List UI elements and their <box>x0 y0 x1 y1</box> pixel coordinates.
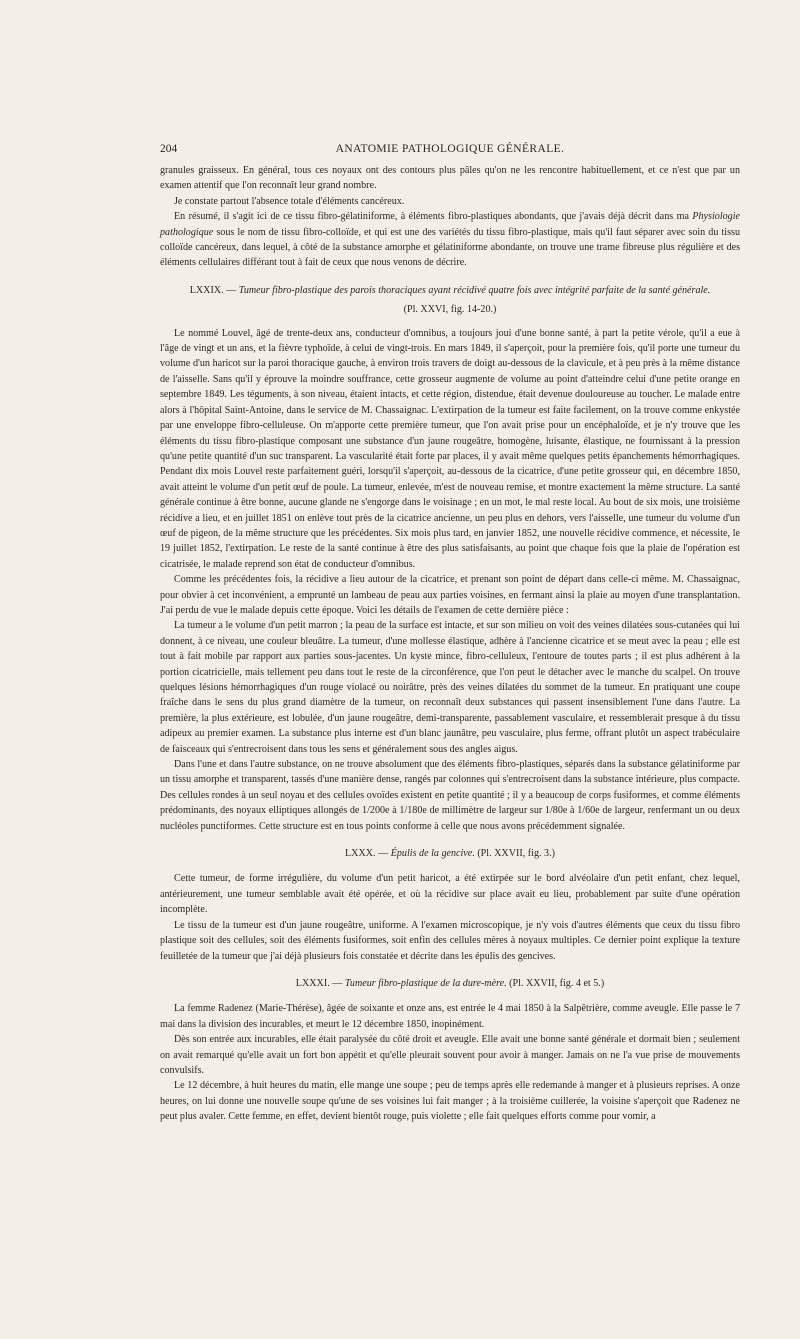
paragraph: La femme Radenez (Marie-Thérèse), âgée de soixante et onze ans, est entrée le 4 mai 1850 à la Salpêtrière, comme aveugle. Elle passe le 7 mai dans la division des incurables, et meurt le 12 décembre 1850, inopinément. <box>160 1003 740 1030</box>
paragraph: Dans l'une et dans l'autre substance, on ne trouve absolument que des éléments fibro-plastiques, séparés dans la substance gélatiniforme par un tissu amorphe et transparent, tassés d'une manière dense, rangés par colonnes qui s'entrecroisent dans la substance intérieure, plus compacte. Des cellules rondes à un seul noyau et des cellules ovoïdes existent en petite quantité ; il y a beaucoup de corps fusiformes, et comme éléments prédominants, des noyaux elliptiques allongés de 1/200e à 1/180e de millimètre de largeur sur 1/80e à 1/60e de largeur, renfermant un ou deux nucléoles punctiformes. Cette structure est en tous points conforme à celle que nous avons précédemment signalée. <box>160 759 740 832</box>
text-span: sous le nom de tissu fibro-colloïde, et qui est une des variétés du tissu fibro-plastique, mais qu'il faut séparer avec soin du tissu colloïde cancéreux, dans lequel, à côté de la substance amorphe et gélatiniforme abondante, on trouve une trame fibreuse plus régulière et des éléments cellulaires différant tout à fait de ceux que nous venons de décrire. <box>160 226 740 269</box>
paragraph: Le tissu de la tumeur est d'un jaune rougeâtre, uniforme. A l'examen microscopique, je n'y vois d'autres éléments que ceux du tissu fibro plastique soit des cellules, soit des éléments fusiformes, soit enfin des cellules mères à noyaux multiples. Ce dernier point explique la texture feuilletée de la tumeur que j'ai déjà plusieurs fois constatée et décrite dans les épulis des gencives. <box>160 919 740 962</box>
plate-reference: (Pl. XXVI, fig. 14-20.) <box>403 304 497 316</box>
case-title: Tumeur fibro-plastique des parois thoraciques ayant récidivé quatre fois avec intégrité parfaite de la santé générale. <box>238 284 711 296</box>
main-text <box>160 163 740 1125</box>
paragraph: Cette tumeur, de forme irrégulière, du volume d'un petit haricot, a été extirpée sur le bord alvéolaire d'un petit enfant, chez lequel, antérieurement, une tumeur semblable avait été opérée, et où la récidive sur place avait eu lieu, probablement par suite d'une opération incomplète. <box>160 873 740 916</box>
text-span: En résumé, il s'agit ici de ce tissu fibro-gélatiniforme, à éléments fibro-plastiques abondants, que j'avais déjà décrit dans ma <box>174 211 693 223</box>
paragraph: Dès son entrée aux incurables, elle était paralysée du côté droit et aveugle. Elle avait une bonne santé générale et dormait bien ; seulement on avait remarqué qu'elle avait un fort bon appétit et qu'elle pleurait souvent pour avoir à manger. Jamais on ne l'a vue prise de mouvements convulsifs. <box>160 1034 740 1076</box>
paragraph: Le nommé Louvel, âgé de trente-deux ans, conducteur d'omnibus, a toujours joui d'une bonne santé, à part la petite vérole, qu'il a eue à l'âge de vingt et un ans, et la fièvre typhoïde, à celui de vingt-trois. En mars 1849, il s'aperçoit, pour la première fois, qu'il porte une tumeur du volume d'un haricot sur la paroi thoracique gauche, à environ trois travers de doigt au-dessous de la clavicule, et à peu près à la même distance de l'aisselle. Sans qu'il y éprouve la moindre souffrance, cette grosseur augmente de volume au point d'atteindre celui d'une petite orange en septembre 1849. Les téguments, à son niveau, étaient intacts, et cette région, distendue, était devenue douloureuse au toucher. Le malade entre alors à l'hôpital Saint-Antoine, dans le service de M. Chassaignac. L'extirpation de la tumeur est faite facilement, on la trouve comme enkystée par une enveloppe fibro-celluleuse. On m'apporte cette première tumeur, que l'on avait prise pour un encéphaloïde, et je n'y trouve que les éléments du tissu fibro-plastique composant une substance d'un jaune rougeâtre, homogène, luisante, élastique, ne fournissant à la pression qu'une petite quantité d'un suc transparent. La vascularité était forte par places, il y avait même quelques petits épanchements hémorrhagiques. Pendant dix mois Louvel reste parfaitement guéri, lorsqu'il s'aperçoit, au-dessous de la cicatrice, d'une petite grosseur qui, en décembre 1850, avait atteint le volume d'un petit œuf de poule. La tumeur, enlevée, m'est de nouveau remise, et montre exactement la même structure. La santé générale continue à être bonne, aucune glande ne s'engorge dans le voisinage ; en un mot, le mal reste local. Au bout de six mois, une troisième récidive a lieu, et en juillet 1851 on enlève tout près de la cicatrice ancienne, un peu plus en dehors, vers l'aisselle, une tumeur du volume d'un œuf de pigeon, de la même structure que les précédentes. Six mois plus tard, en janvier 1852, une nouvelle récidive commence, et nécessite, le 19 juillet 1852, l'extirpation. Le reste de la santé continue à être des plus satisfaisants, au point que chaque fois que la plaie de l'opération est cicatrisée, le malade reprend son état de conducteur d'omnibus. <box>160 327 740 570</box>
paragraph: Je constate partout l'absence totale d'éléments cancéreux. <box>174 195 405 207</box>
paragraph: Le 12 décembre, à huit heures du matin, elle mange une soupe ; peu de temps après elle redemande à manger et à plusieurs reprises. A onze heures, on lui donne une nouvelle soupe qu'une de ses voisines lui fait manger ; à la troisième cuillerée, la voisine s'aperçoit que Radenez ne peut plus avaler. Cette femme, en effet, devient bientôt rouge, puis violette ; elle fait quelques efforts comme pour vomir, a <box>160 1080 740 1123</box>
page-number: 204 <box>160 143 178 155</box>
plate-reference: (Pl. XXVII, fig. 4 et 5.) <box>506 977 605 989</box>
paragraph <box>160 209 740 271</box>
case-heading-80 <box>160 846 740 861</box>
paragraph: Comme les précédentes fois, la récidive a lieu autour de la cicatrice, et prenant son point de départ dans celle-ci même. M. Chassaignac, pour obvier à cet inconvénient, a emprunté un lambeau de peau aux parties voisines, en fermant ainsi la plaie au moyen d'une transplantation. J'ai perdu de vue le malade depuis cette époque. Voici les détails de l'examen de cette dernière pièce : <box>160 574 740 616</box>
case-title: Épulis de la gencive. <box>390 848 475 860</box>
case-heading-79 <box>160 283 740 298</box>
case-heading-81 <box>160 976 740 991</box>
page-header <box>160 143 740 161</box>
case-number: LXXXI. — <box>295 977 345 989</box>
paragraph: granules graisseux. En général, tous ces noyaux ont des contours plus pâles qu'on ne les rencontre habituellement, et ce n'est que par un examen attentif que l'on reconnaît leur grand nombre. <box>160 165 740 192</box>
case-number: LXXX. — <box>345 848 391 860</box>
running-title: ANATOMIE PATHOLOGIQUE GÉNÉRALE. <box>335 143 565 155</box>
plate-reference: (Pl. XXVII, fig. 3.) <box>474 848 555 860</box>
case-number: LXXIX. — <box>189 284 239 296</box>
book-title: Physiologie pathologique <box>160 211 740 238</box>
case-title: Tumeur fibro-plastique de la dure-mère. <box>344 977 507 989</box>
paragraph: La tumeur a le volume d'un petit marron ; la peau de la surface est intacte, et sur son milieu on voit des veines dilatées sous-cutanées qui lui donnent, à ce niveau, une couleur bleuâtre. La tumeur, d'une mollesse élastique, adhère à l'ancienne cicatrice et se meut avec la peau ; elle est tout à fait mobile par rapport aux parties sous-jacentes. Un kyste mince, fibro-celluleux, l'entoure de toutes parts ; il est plus adhérent à la portion cicatricielle, mais tellement peu dans tout le reste de la circonférence, que l'on peut le détacher avec le manche du scalpel. On trouve quelques lésions hémorrhagiques d'un rouge violacé ou noirâtre, près des veines dilatées du sommet de la tumeur. En pratiquant une coupe fraîche dans le sens du plus grand diamètre de la tumeur, on reconnaît deux substances qui passent insensiblement l'une dans l'autre. La première, la plus extérieure, est lobulée, d'un jaune rougeâtre, demi-transparente, passablement vasculaire, et ressemblerait presque à du tissu adipeux au premier examen. La substance plus interne est d'un blanc jaunâtre, peu vasculaire, plus ferme, offrant plutôt un aspect trabéculaire de faisceaux qui s'entrecroisent dans tous les sens et généralement sous des angles aigus. <box>160 620 740 755</box>
